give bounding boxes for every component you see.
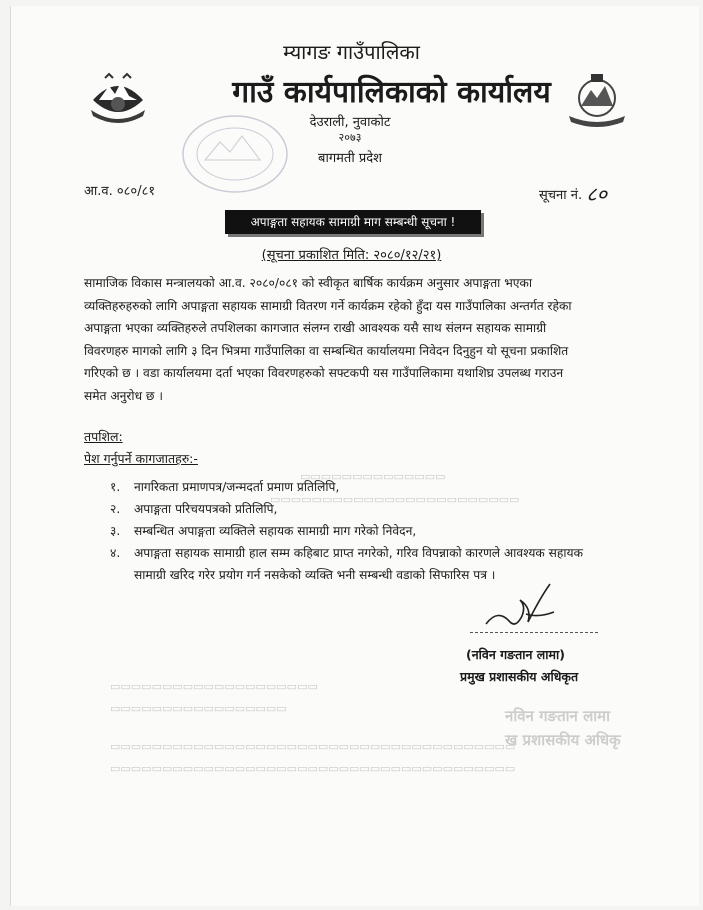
body-line: अपाङ्गता भएका व्यक्तिहरुले तपशिलका कागजात संलग्न राखी आवश्यक यसै साथ संलग्न सहायक सामाग्री bbox=[84, 321, 547, 335]
signature-line bbox=[470, 632, 598, 633]
signature-icon bbox=[480, 578, 560, 634]
notice-number bbox=[539, 180, 607, 207]
list-item-number: २. bbox=[110, 502, 121, 516]
list-item-continuation bbox=[134, 566, 495, 583]
province-name: बागमती प्रदेश bbox=[318, 151, 382, 166]
body-line: गरिएको छ । वडा कार्यालयमा दर्ता भएका विवरणहरुको सफ्टकपी यस गाउँपालिकामा यथाशिघ्र उपलब्ध गराउन bbox=[84, 366, 564, 380]
list-item-text: नागरिकता प्रमाणपत्र/जन्मदर्ता प्रमाण प्रतिलिपि, bbox=[134, 480, 340, 494]
list-item-number: ३. bbox=[110, 524, 121, 538]
signatory-title: प्रमुख प्रशासकीय अधिकृत bbox=[460, 669, 579, 684]
bleed-text: ▭▭▭▭▭▭▭▭▭▭▭▭▭▭▭▭▭▭▭▭▭▭▭▭ bbox=[270, 493, 520, 506]
office-stamp-icon bbox=[180, 112, 290, 196]
fiscal-year: आ.व. ०८०/८१ bbox=[84, 184, 156, 199]
list-item-text: अपाङ्गता सहायक सामाग्री हाल सम्म कहिबाट प्राप्त नगरेको, गरिव विपन्नाको कारणले आवश्यक सहायक bbox=[134, 546, 583, 560]
notice-number-label: सूचना नं. bbox=[539, 188, 583, 203]
bleed-text: ▭▭▭▭▭▭▭▭▭▭▭▭▭▭▭▭▭▭▭▭ bbox=[110, 680, 318, 693]
notice-number-value: ८० bbox=[586, 182, 608, 206]
list-item-text: सम्बन्धित अपाङ्गता व्यक्तिले सहायक सामाग्री माग गरेको निवेदन, bbox=[134, 524, 417, 538]
list-item bbox=[110, 478, 339, 495]
bleed-signatory-title: ख प्रशासकीय अधिकृ bbox=[505, 731, 621, 749]
list-item-text: सामाग्री खरिद गरेर प्रयोग गर्न नसकेको व्यक्ति भनी सम्बन्धी वडाको सिफारिस पत्र । bbox=[134, 568, 496, 582]
address-line: देउराली, नुवाकोट bbox=[309, 115, 391, 130]
notice-title: अपाङ्गता सहायक सामाग्री माग सम्बन्धी सूचना ! bbox=[225, 210, 481, 234]
body-line: समेत अनुरोध छ । bbox=[84, 388, 163, 403]
office-title: गाउँ कार्यपालिकाको कार्यालय bbox=[232, 75, 551, 110]
established-year: २०७३ bbox=[338, 131, 362, 144]
list-item-number: ४. bbox=[110, 546, 121, 560]
list-item bbox=[110, 500, 277, 517]
notice-body bbox=[84, 272, 616, 407]
list-item-number: १. bbox=[110, 480, 121, 494]
bleed-signatory-name: नविन गङतान लामा bbox=[505, 707, 610, 725]
list-item bbox=[110, 522, 416, 539]
body-line: विवरणहरु मागको लागि ३ दिन भित्रमा गाउँपालिका वा सम्बन्धित कार्यालयमा निवेदन दिनुहुन यो सूचना प्रकाशित bbox=[84, 343, 569, 358]
signatory-name: (नविन गङतान लामा) bbox=[466, 647, 565, 662]
body-line: सामाजिक विकास मन्त्रालयको आ.व. २०८०/०८१ को स्वीकृत बार्षिक कार्यक्रम अनुसार अपाङ्गता भएका bbox=[84, 276, 533, 290]
documents-heading: पेश गर्नुपर्ने कागजातहरु:- bbox=[84, 451, 198, 466]
municipality-name: म्यागङ गाउँपालिका bbox=[283, 40, 420, 64]
bleed-text: ▭▭▭▭▭▭▭▭▭▭▭▭▭▭ bbox=[300, 470, 446, 483]
list-item bbox=[110, 544, 583, 561]
bleed-text: ▭▭▭▭▭▭▭▭▭▭▭▭▭▭▭▭▭▭▭▭▭▭▭▭▭▭▭▭▭▭▭▭▭▭▭▭▭▭▭ bbox=[110, 762, 516, 775]
details-heading: तपशिल: bbox=[84, 429, 123, 444]
body-line: व्यक्तिहरुहरुको लागि अपाङ्गता सहायक सामाग्री वितरण गर्ने कार्यक्रम रहेको हुँदा यस गाउँपालिका अन्तर्गत रहेका bbox=[84, 298, 572, 313]
list-item-text: अपाङ्गता परिचयपत्रको प्रतिलिपि, bbox=[134, 502, 278, 516]
bleed-text: ▭▭▭▭▭▭▭▭▭▭▭▭▭▭▭▭▭▭▭▭▭▭▭▭▭▭▭▭▭▭▭▭▭▭▭▭▭▭▭ bbox=[110, 740, 516, 753]
bleed-text: ▭▭▭▭▭▭▭▭▭▭▭▭▭▭▭▭▭ bbox=[110, 702, 287, 715]
published-date: (सूचना प्रकाशित मिति: २०८०/१२/२१) bbox=[261, 248, 442, 263]
